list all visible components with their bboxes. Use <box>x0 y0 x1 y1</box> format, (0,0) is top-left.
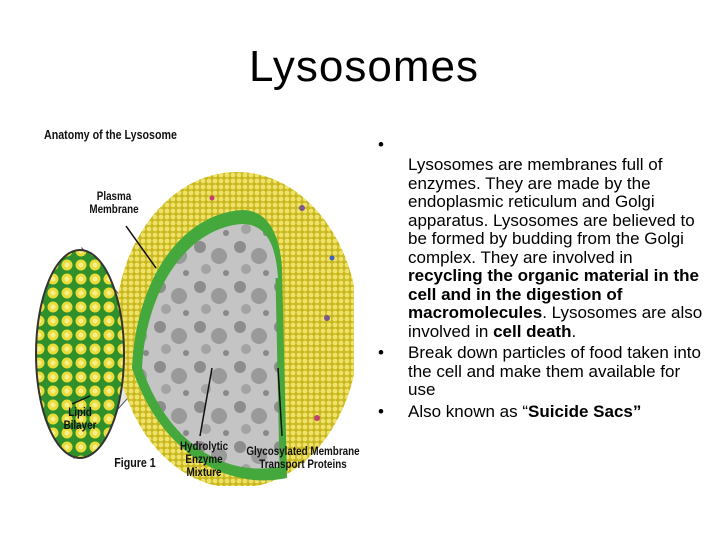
figure-caption: Figure 1 <box>114 455 156 470</box>
bullet-3-text: Also known as “ <box>408 401 528 421</box>
lysosome-figure <box>32 118 360 486</box>
bullet-1-bold-1: recycling the organic material in the cell and in the digestion of macromolecules <box>408 266 699 322</box>
bullet-3-bold: Suicide Sacs” <box>528 401 642 421</box>
bullet-2-text: Break down particles of food taken into the cell and make them available for use <box>408 343 701 399</box>
bullet-list <box>378 136 708 424</box>
bullet-1-text-2: . Lysosomes are also involved in <box>408 303 703 341</box>
slide-title: Lysosomes <box>249 42 479 91</box>
label-glycosylated-proteins: Glycosylated Membrane Transport Proteins <box>246 444 360 471</box>
bullet-item-3 <box>378 403 708 422</box>
label-lipid-bilayer: Lipid Bilayer <box>63 405 97 432</box>
bullet-1-text: Lysosomes are membranes full of enzymes. They are made by the endoplasmic reticulum and Golgi apparatus. Lysosomes are believed to be formed by budding from the Golgi complex. They are involved in <box>408 155 695 267</box>
figure-title: Anatomy of the Lysosome <box>44 127 177 142</box>
label-hydrolytic-enzyme: Hydrolytic Enzyme Mixture <box>179 439 229 479</box>
bullet-1-text-3: . <box>571 321 577 341</box>
bullet-1-bold-2: cell death <box>493 321 572 341</box>
bullet-item-1 <box>378 136 708 341</box>
label-plasma-membrane: Plasma Membrane <box>89 189 139 216</box>
bullet-item-2 <box>378 344 708 400</box>
